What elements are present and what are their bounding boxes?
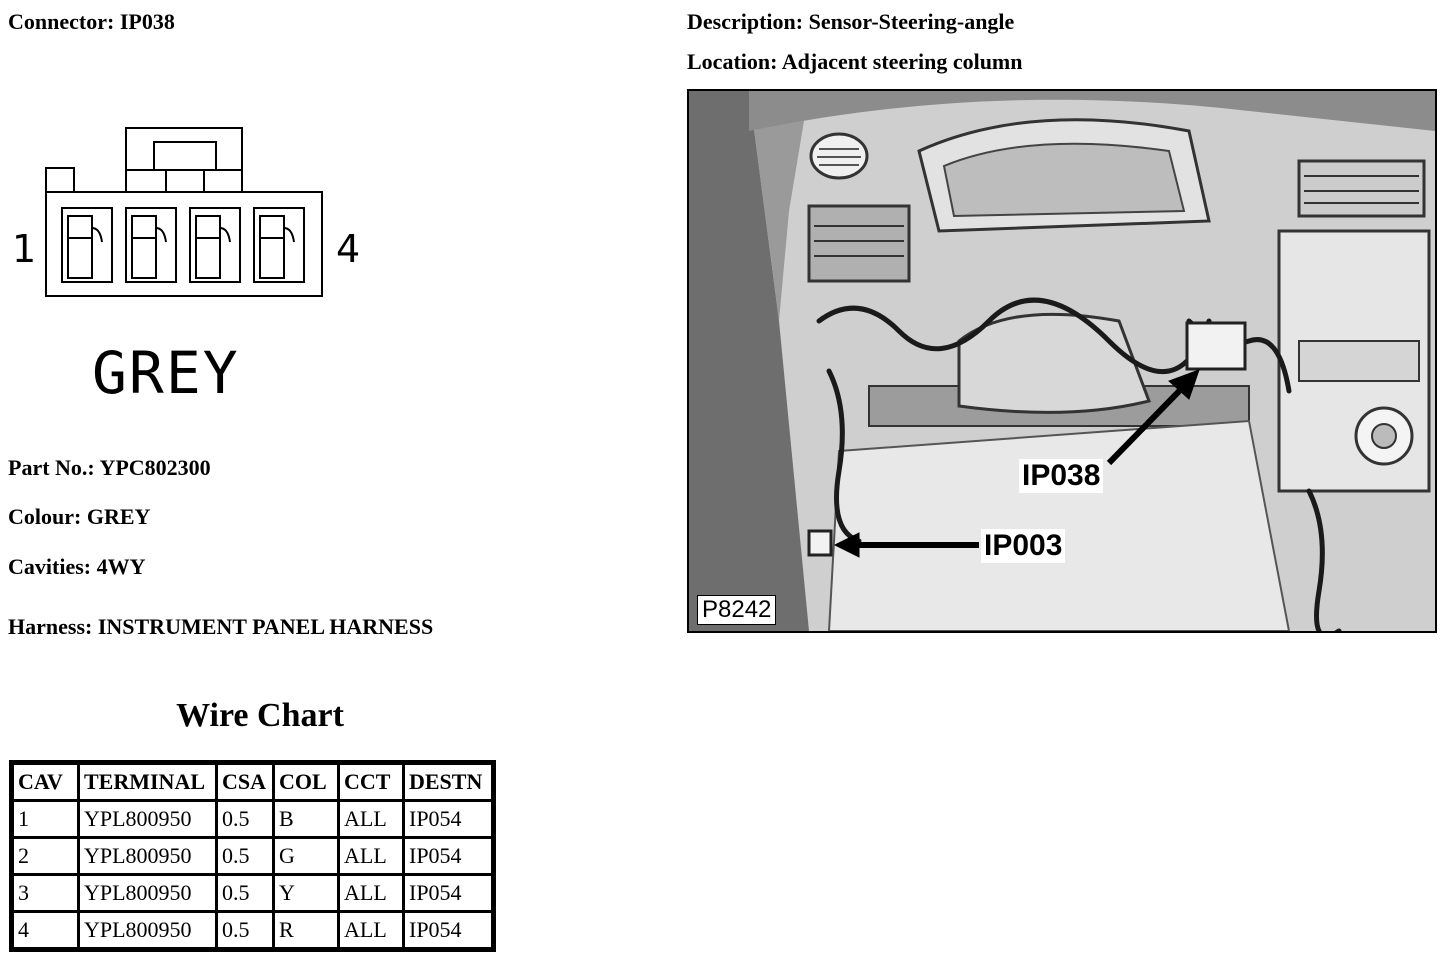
harness-key: Harness:	[8, 614, 93, 639]
cell-col: B	[274, 801, 339, 838]
harness-label	[8, 614, 433, 640]
colour-value: GREY	[86, 504, 151, 529]
pin-last-label: 4	[336, 227, 361, 271]
table-row	[12, 801, 494, 838]
connector-value: IP038	[119, 9, 175, 34]
cell-destn: IP054	[404, 838, 494, 875]
pin-first-label: 1	[12, 227, 37, 271]
cell-csa: 0.5	[217, 875, 274, 912]
header-csa: CSA	[217, 763, 274, 801]
cell-destn: IP054	[404, 875, 494, 912]
wire-chart-table	[9, 760, 496, 952]
cavities-key: Cavities:	[8, 554, 92, 579]
cell-cct: ALL	[339, 875, 404, 912]
cell-cct: ALL	[339, 912, 404, 950]
connector-colour-text: GREY	[92, 339, 240, 407]
table-row	[12, 912, 494, 950]
cell-csa: 0.5	[217, 801, 274, 838]
part-no-value: YPC802300	[99, 455, 211, 480]
connector-label	[8, 9, 175, 35]
description-key: Description:	[687, 9, 804, 34]
cell-cct: ALL	[339, 801, 404, 838]
header-destn: DESTN	[404, 763, 494, 801]
description-label	[687, 9, 1014, 35]
callout-ip038: IP038	[1019, 459, 1103, 493]
harness-value: INSTRUMENT PANEL HARNESS	[97, 614, 434, 639]
cell-terminal: YPL800950	[79, 838, 217, 875]
table-row	[12, 875, 494, 912]
photo-id: P8242	[697, 595, 776, 625]
wire-chart-header-row	[12, 763, 494, 801]
part-no-key: Part No.:	[8, 455, 95, 480]
cell-destn: IP054	[404, 801, 494, 838]
colour-label	[8, 504, 150, 530]
cell-cct: ALL	[339, 838, 404, 875]
cell-terminal: YPL800950	[79, 912, 217, 950]
connector-diagram	[8, 120, 378, 310]
cavities-value: 4WY	[96, 554, 146, 579]
cell-col: R	[274, 912, 339, 950]
cell-terminal: YPL800950	[79, 801, 217, 838]
location-value: Adjacent steering column	[781, 49, 1023, 74]
callout-ip003: IP003	[981, 529, 1065, 563]
location-photo	[687, 89, 1437, 633]
cell-cav: 4	[12, 912, 79, 950]
cell-cav: 1	[12, 801, 79, 838]
cell-col: Y	[274, 875, 339, 912]
connector-key: Connector:	[8, 9, 115, 34]
header-col: COL	[274, 763, 339, 801]
cell-csa: 0.5	[217, 912, 274, 950]
location-key: Location:	[687, 49, 778, 74]
header-cav: CAV	[12, 763, 79, 801]
header-cct: CCT	[339, 763, 404, 801]
wire-chart-title: Wire Chart	[176, 697, 344, 734]
location-label	[687, 49, 1023, 75]
cell-cav: 2	[12, 838, 79, 875]
cell-col: G	[274, 838, 339, 875]
part-no-label	[8, 455, 211, 481]
description-value: Sensor-Steering-angle	[808, 9, 1015, 34]
header-terminal: TERMINAL	[79, 763, 217, 801]
cell-terminal: YPL800950	[79, 875, 217, 912]
cell-csa: 0.5	[217, 838, 274, 875]
colour-key: Colour:	[8, 504, 82, 529]
table-row	[12, 838, 494, 875]
cell-cav: 3	[12, 875, 79, 912]
cell-destn: IP054	[404, 912, 494, 950]
cavities-label	[8, 554, 145, 580]
